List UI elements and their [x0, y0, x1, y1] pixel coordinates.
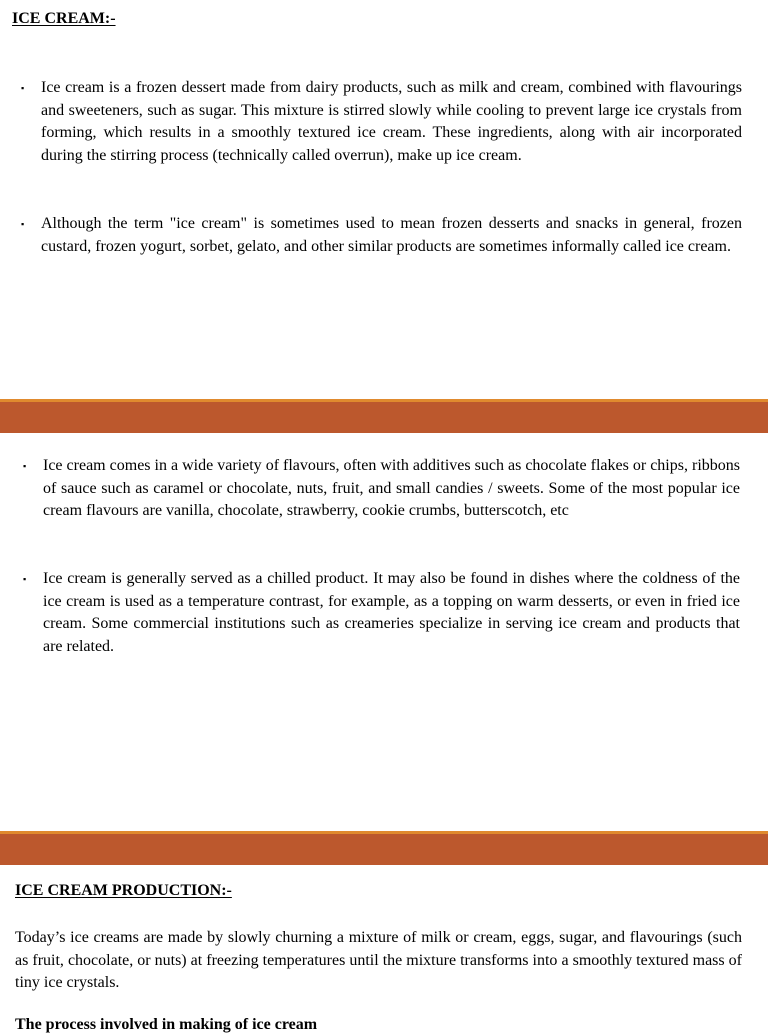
- bullet-icon: ▪: [21, 83, 25, 93]
- bullet-text: Ice cream is a frozen dessert made from dairy products, such as milk and cream, combined with flavourings and sweeteners, such as sugar. This mixture is stirred slowly while cooling to prevent large ice crystals from forming, which results in a smoothly textured ice cream. These ingredients, along with air incorporated during the stirring process (technically called overrun), make up ice cream.: [41, 79, 742, 164]
- bullet-text: Although the term "ice cream" is sometimes used to mean frozen desserts and snacks in general, frozen custard, frozen yogurt, sorbet, gelato, and other similar products are sometimes informally called ice cream.: [41, 215, 742, 255]
- list-item: [23, 568, 740, 658]
- page-separator-band: [0, 831, 768, 865]
- list-item: [23, 455, 740, 523]
- page-separator-band: [0, 399, 768, 433]
- bullet-icon: ▪: [21, 219, 25, 229]
- bullet-icon: ▪: [23, 574, 27, 584]
- partial-heading: The process involved in making of ice cream: [15, 1016, 318, 1033]
- list-item: [21, 213, 742, 258]
- bullet-text: Ice cream is generally served as a chilled product. It may also be found in dishes where the coldness of the ice cream is used as a temperature contrast, for example, as a topping on warm desserts, or even in fried ice cream. Some commercial institutions such as creameries specialize in serving ice cream and products that are related.: [43, 570, 740, 655]
- bullet-text: Ice cream comes in a wide variety of flavours, often with additives such as chocolate flakes or chips, ribbons of sauce such as caramel or chocolate, nuts, fruit, and small candies / sweets. Some of the most popular ice cream flavours are vanilla, chocolate, strawberry, cookie crumbs, butterscotch, etc: [43, 457, 740, 520]
- bullet-icon: ▪: [23, 461, 27, 471]
- section-heading-production: ICE CREAM PRODUCTION:-: [15, 882, 232, 899]
- page-title-ice-cream: ICE CREAM:-: [12, 10, 116, 27]
- paragraph: Today’s ice creams are made by slowly churning a mixture of milk or cream, eggs, sugar, and flavourings (such as fruit, chocolate, or nuts) at freezing temperatures until the mixture transforms into a smoothly textured mass of tiny ice crystals.: [15, 929, 742, 992]
- list-item: [21, 77, 742, 167]
